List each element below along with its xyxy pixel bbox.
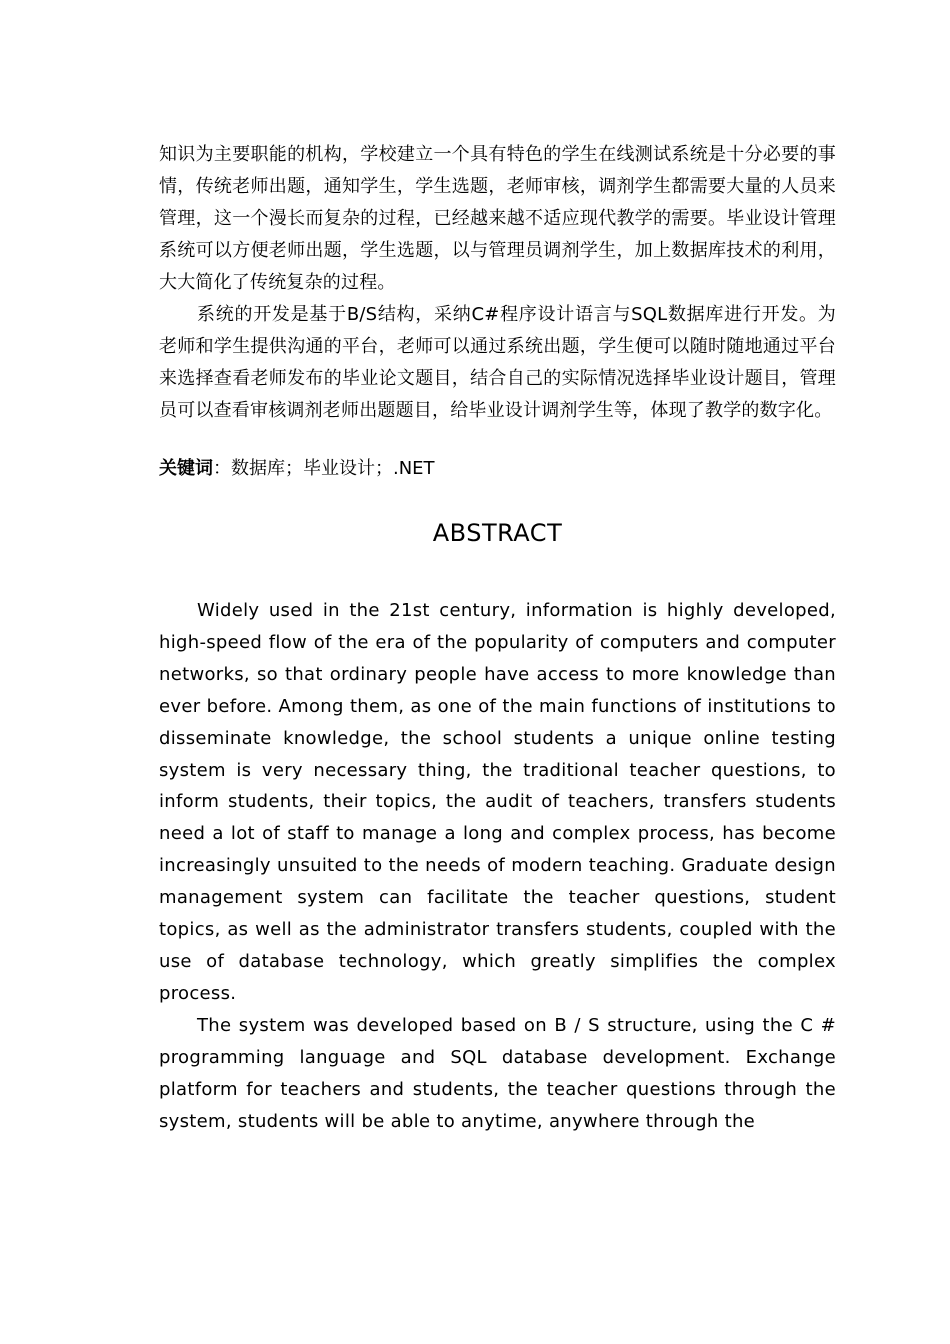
document-page [159,139,836,1137]
chinese-abstract-paragraph-1: 知识为主要职能的机构，学校建立一个具有特色的学生在线测试系统是十分必要的事情，传统老师出题，通知学生，学生选题，老师审核，调剂学生都需要大量的人员来管理，这一个漫长而复杂的过程，已经越来越不适应现代教学的需要。毕业设计管理系统可以方便老师出题，学生选题，以与管理员调剂学生，加上数据库技术的利用，大大简化了传统复杂的过程。 [159,144,836,293]
abstract-title: ABSTRACT [432,519,563,547]
english-abstract-paragraph-1: Widely used in the 21st century, information is highly developed, high-speed flow of the era of the popularity of computers and computer networks, so that ordinary people have access to more knowledge than ever before. Among them, as one of the main functions of institutions to disseminate knowledge, the school students a unique online testing system is very necessary thing, the traditional teacher questions, to inform students, their topics, the audit of teachers, transfers students need a lot of staff to manage a long and complex process, has become increasingly unsuited to the needs of modern teaching. Graduate design management system can facilitate the teacher questions, student topics, as well as the administrator transfers students, coupled with the use of database technology, which greatly simplifies the complex process. [159,600,836,1004]
keywords-label: 关键词 [159,458,213,479]
chinese-keywords [159,453,836,485]
keywords-text: ：数据库；毕业设计；.NET [213,458,435,479]
english-abstract-paragraph-2: The system was developed based on B / S structure, using the C # programming language and SQL database development. Exchange platform for teachers and students, the teacher questions through the system, students will be able to anytime, anywhere through the [159,1014,836,1132]
english-abstract-body [159,595,836,1137]
chinese-abstract-paragraph-2: 系统的开发是基于B/S结构，采纳C#程序设计语言与SQL数据库进行开发。为老师和学生提供沟通的平台，老师可以通过系统出题，学生便可以随时随地通过平台来选择查看老师发布的毕业论文题目，结合自己的实际情况选择毕业设计题目，管理员可以查看审核调剂老师出题题目，给毕业设计调剂学生等，体现了教学的数字化。 [159,304,836,421]
